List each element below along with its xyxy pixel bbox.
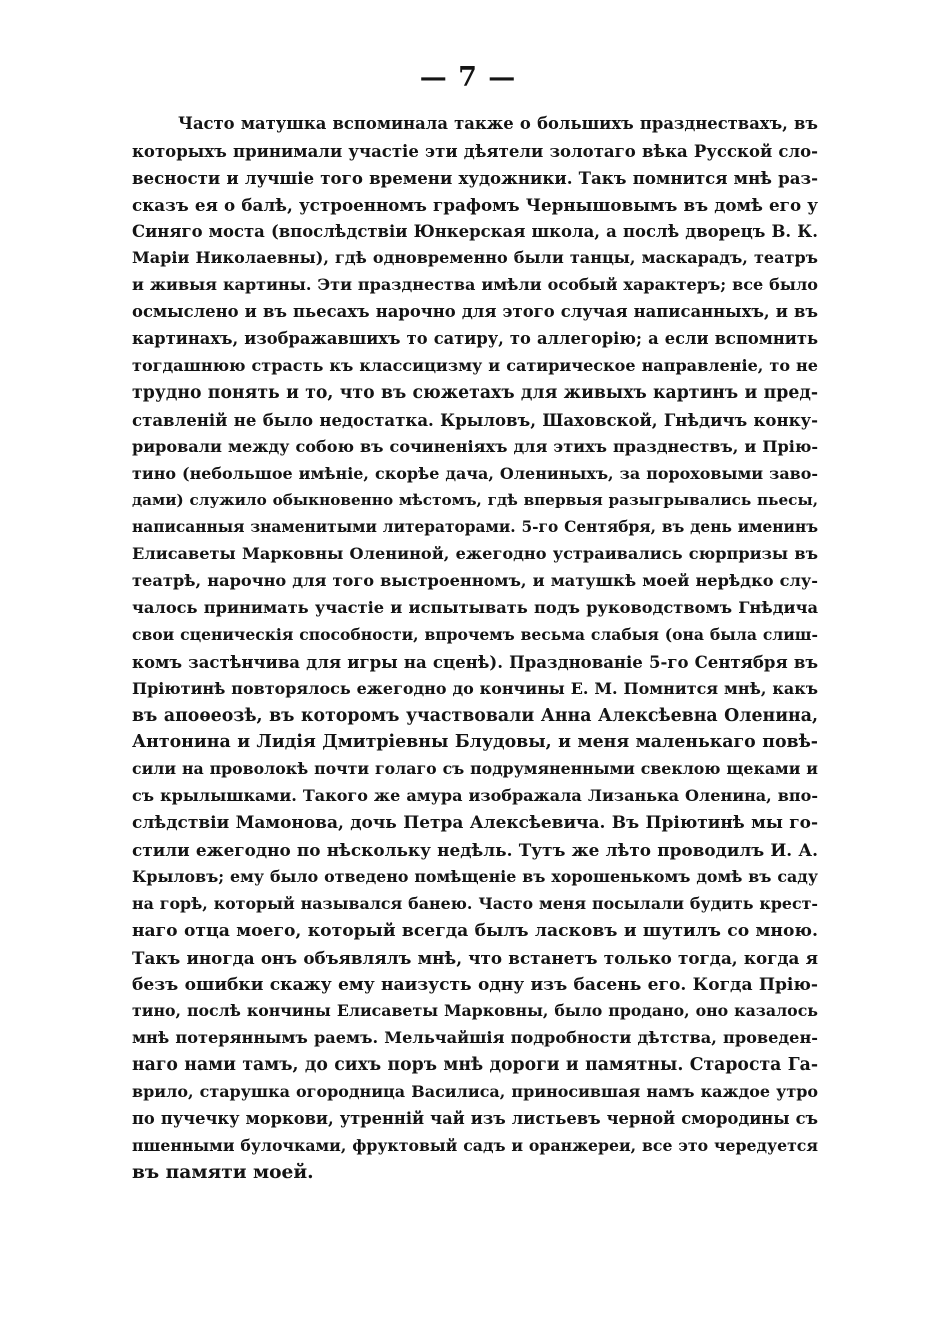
text-line: рировали между собою въ сочиненіяхъ для этихъ празднествъ, и Прію- [132,436,818,456]
text-line: Синяго моста (впослѣдствіи Юнкерская школа, а послѣ дворецъ В. К. [132,221,818,241]
text-line: чалось принимать участіе и испытывать подъ руководствомъ Гнѣдича [132,598,818,618]
text-line: тино, послѣ кончины Елисаветы Марковны, было продано, оно казалось [132,1001,818,1021]
text-line: съ крылышками. Такого же амура изображала Лизанька Оленина, впо- [132,786,818,806]
text-line: мнѣ потеряннымъ раемъ. Мельчайшія подробности дѣтства, проведен- [132,1028,818,1048]
text-line: трудно понять и то, что въ сюжетахъ для живыхъ картинъ и пред- [132,382,818,403]
text-line: Пріютинѣ повторялось ежегодно до кончины Е. М. Помнится мнѣ, какъ [132,678,818,698]
text-line: пшенными булочками, фруктовый садъ и оранжереи, все это чередуется [132,1135,818,1155]
text-line: картинахъ, изображавшихъ то сатиру, то аллегорію; а если вспомнить [132,329,818,349]
text-line: театрѣ, нарочно для того выстроенномъ, и матушкѣ моей нерѣдко слу- [132,571,818,591]
text-line: сили на проволокѣ почти голаго съ подрумяненными свеклою щеками и [132,759,818,779]
text-line: ставленій не было недостатка. Крыловъ, Шаховской, Гнѣдичъ конку- [132,409,818,430]
text-line: въ памяти моей. [132,1161,314,1183]
text-line: слѣдствіи Мамонова, дочь Петра Алексѣевича. Въ Пріютинѣ мы го- [132,813,818,834]
text-line: по пучечку моркови, утренній чай изъ листьевъ черной смородины съ [132,1108,818,1128]
text-line: Маріи Николаевны), гдѣ одновременно были танцы, маскарадъ, театръ [132,248,818,268]
text-line: весности и лучшіе того времени художники. Такъ помнится мнѣ раз- [132,167,818,188]
text-line: въ апоѳеозѣ, въ которомъ участвовали Анна Алексѣевна Оленина, [132,705,818,726]
text-line: врило, старушка огородница Василиса, приносившая намъ каждое утро [132,1082,818,1102]
text-line: тино (небольшое имѣніе, скорѣе дача, Олениныхъ, за пороховыми заво- [132,463,818,483]
text-line: сказъ ея о балѣ, устроенномъ графомъ Чернышовымъ въ домѣ его у [132,194,818,215]
text-line: стили ежегодно по нѣскольку недѣль. Тутъ же лѣто проводилъ И. А. [132,840,818,861]
text-line: наго отца моего, который всегда былъ ласковъ и шутилъ со мною. [132,920,818,941]
text-line: тогдашнюю страсть къ классицизму и сатирическое направленіе, то не [132,356,818,376]
text-line: комъ застѣнчива для игры на сценѣ). Празднованіе 5-го Сентября въ [132,651,818,672]
text-line: Крыловъ; ему было отведено помѣщеніе въ хорошенькомъ домѣ въ саду [132,866,818,886]
text-line: на горѣ, который назывался банею. Часто меня посылали будить крест- [132,893,818,913]
text-line: Такъ иногда онъ объявлялъ мнѣ, что встанетъ только тогда, когда я [132,947,818,968]
body-paragraph [132,111,818,1187]
text-line: осмыслено и въ пьесахъ нарочно для этого случая написанныхъ, и въ [132,302,818,322]
text-line: Антонина и Лидія Дмитріевны Блудовы, и меня маленькаго повѣ- [132,732,818,753]
text-line: написанныя знаменитыми литераторами. 5-го Сентября, въ день имeнинъ [132,518,818,537]
text-line: которыхъ принимали участіе эти дѣятели золотаго вѣка Русской сло- [132,140,818,161]
text-line: наго нами тамъ, до сихъ поръ мнѣ дороги и памятны. Староста Га- [132,1055,818,1076]
text-line: дами) служило обыкновенно мѣстомъ, гдѣ впервыя разыгрывались пьесы, [132,491,818,510]
text-line: Елисаветы Марковны Олениной, ежегодно устраивались сюрпризы въ [132,544,818,564]
text-line: Часто матушка вспоминала также о большихъ празднествахъ, въ [178,114,818,133]
text-line: и живыя картины. Эти празднества имѣли особый характеръ; все было [132,275,818,295]
page-number: — 7 — [419,62,517,93]
text-line: свои сценическія способности, впрочемъ весьма слабыя (она была слиш- [132,624,818,644]
text-line: безъ ошибки скажу ему наизусть одну изъ басень его. Когда Прію- [132,974,818,995]
